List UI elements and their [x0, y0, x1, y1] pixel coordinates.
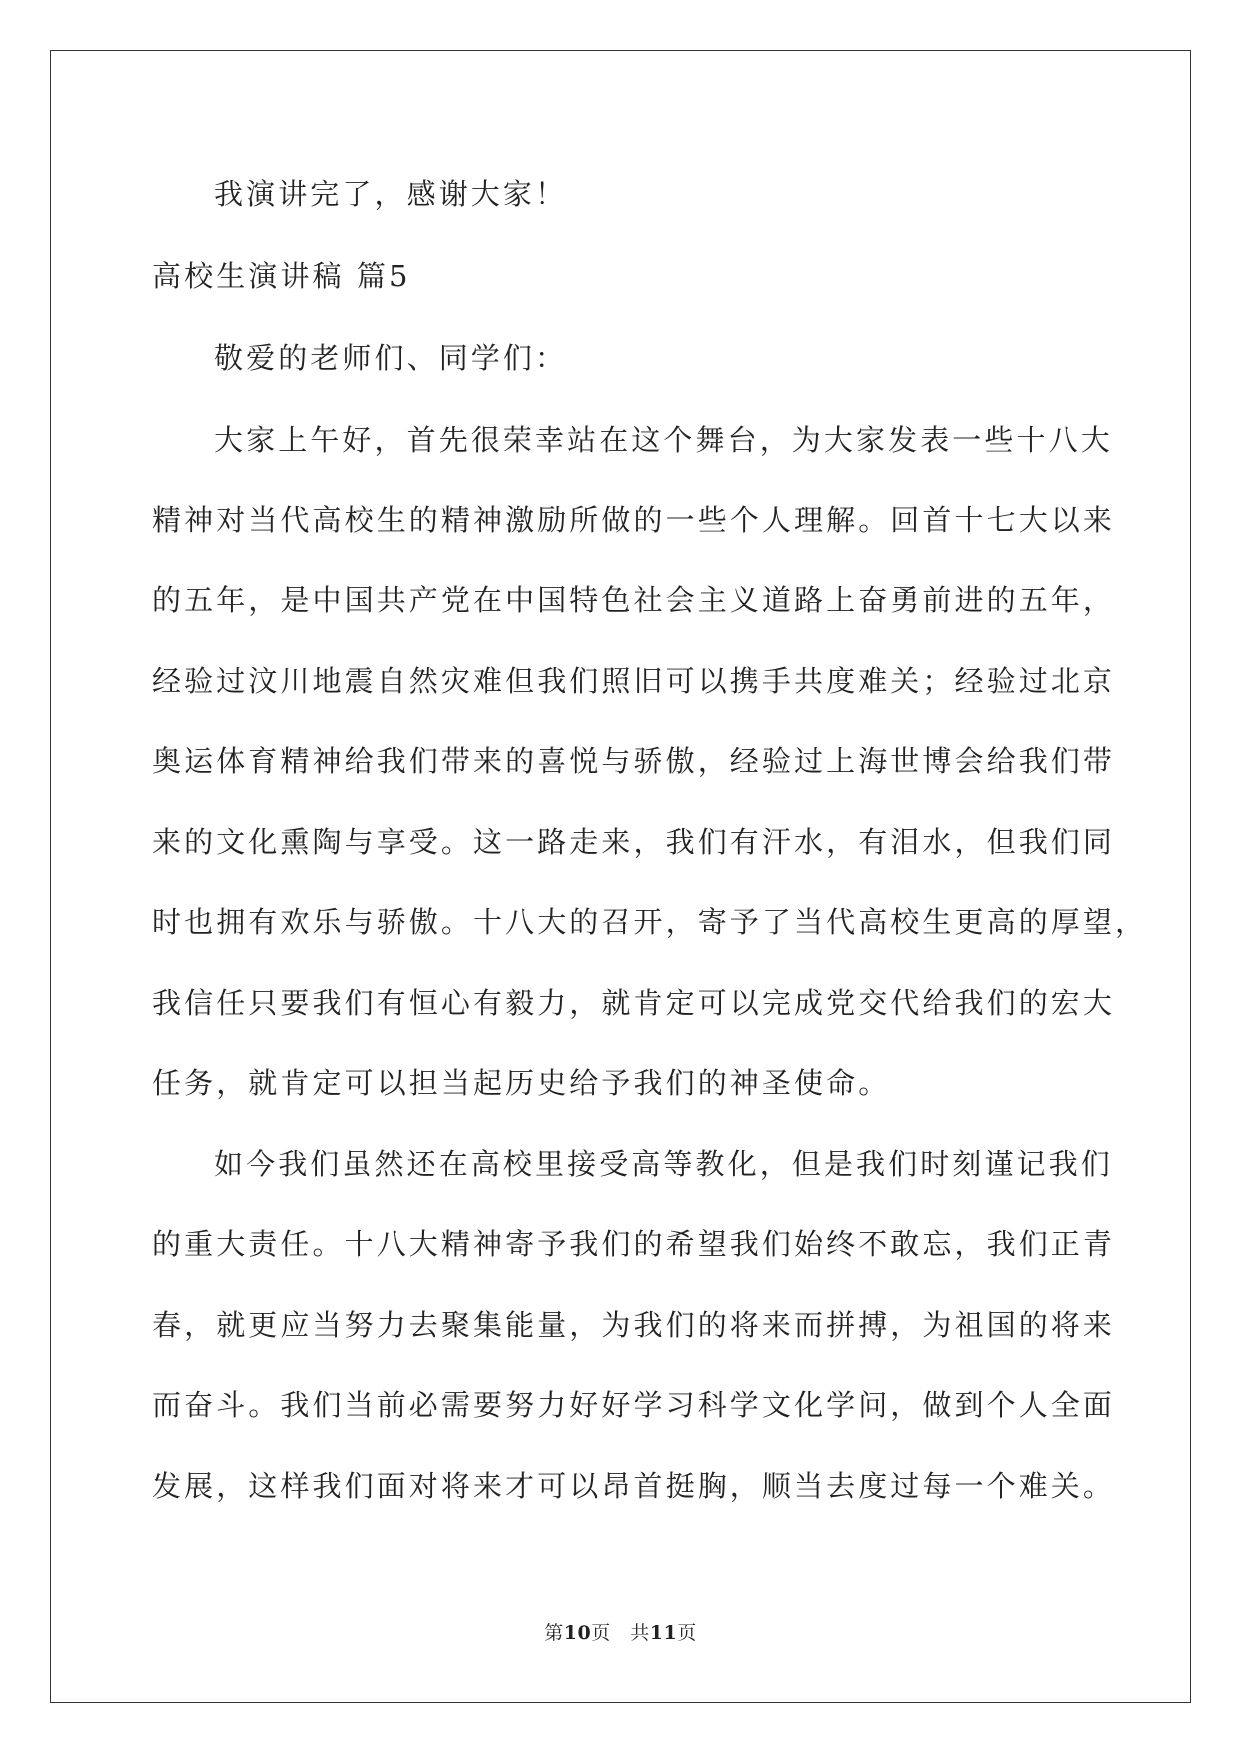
paragraph-line: 的重大责任。十八大精神寄予我们的希望我们始终不敢忘，我们正青 — [152, 1227, 1116, 1261]
paragraph-line: 时也拥有欢乐与骄傲。十八大的召开，寄予了当代高校生更高的厚望， — [152, 905, 1148, 939]
footer-suffix: 页 — [677, 1622, 697, 1644]
paragraph-line: 而奋斗。我们当前必需要努力好好学习科学文化学问，做到个人全面 — [152, 1388, 1116, 1422]
paragraph-line: 经验过汶川地震自然灾难但我们照旧可以携手共度难关；经验过北京 — [152, 664, 1116, 698]
paragraph-line: 来的文化熏陶与享受。这一路走来，我们有汗水，有泪水，但我们同 — [152, 825, 1116, 859]
paragraph-line: 春，就更应当努力去聚集能量，为我们的将来而拼搏，为祖国的将来 — [152, 1308, 1116, 1342]
paragraph-line: 如今我们虽然还在高校里接受高等教化，但是我们时刻谨记我们 — [214, 1147, 1113, 1181]
closing-line: 我演讲完了，感谢大家！ — [214, 177, 568, 211]
paragraph-line: 发展，这样我们面对将来才可以昂首挺胸，顺当去度过每一个难关。 — [152, 1469, 1116, 1503]
total-page-number: 11 — [649, 1622, 678, 1644]
paragraph-line: 我信任只要我们有恒心有毅力，就肯定可以完成党交代给我们的宏大 — [152, 986, 1116, 1020]
section-heading: 高校生演讲稿 篇5 — [152, 259, 411, 293]
salutation: 敬爱的老师们、同学们： — [214, 341, 568, 375]
paragraph-line: 大家上午好，首先很荣幸站在这个舞台，为大家发表一些十八大 — [214, 423, 1113, 457]
page-footer — [0, 1621, 1241, 1645]
current-page-number: 10 — [563, 1622, 592, 1644]
paragraph-line: 奥运体育精神给我们带来的喜悦与骄傲，经验过上海世博会给我们带 — [152, 744, 1116, 778]
footer-middle: 页 共 — [591, 1622, 650, 1644]
page-frame — [50, 50, 1191, 1703]
paragraph-line: 精神对当代高校生的精神激励所做的一些个人理解。回首十七大以来 — [152, 503, 1116, 537]
paragraph-line: 的五年，是中国共产党在中国特色社会主义道路上奋勇前进的五年， — [152, 583, 1116, 617]
footer-prefix: 第 — [544, 1622, 564, 1644]
paragraph-line: 任务，就肯定可以担当起历史给予我们的神圣使命。 — [152, 1066, 891, 1100]
